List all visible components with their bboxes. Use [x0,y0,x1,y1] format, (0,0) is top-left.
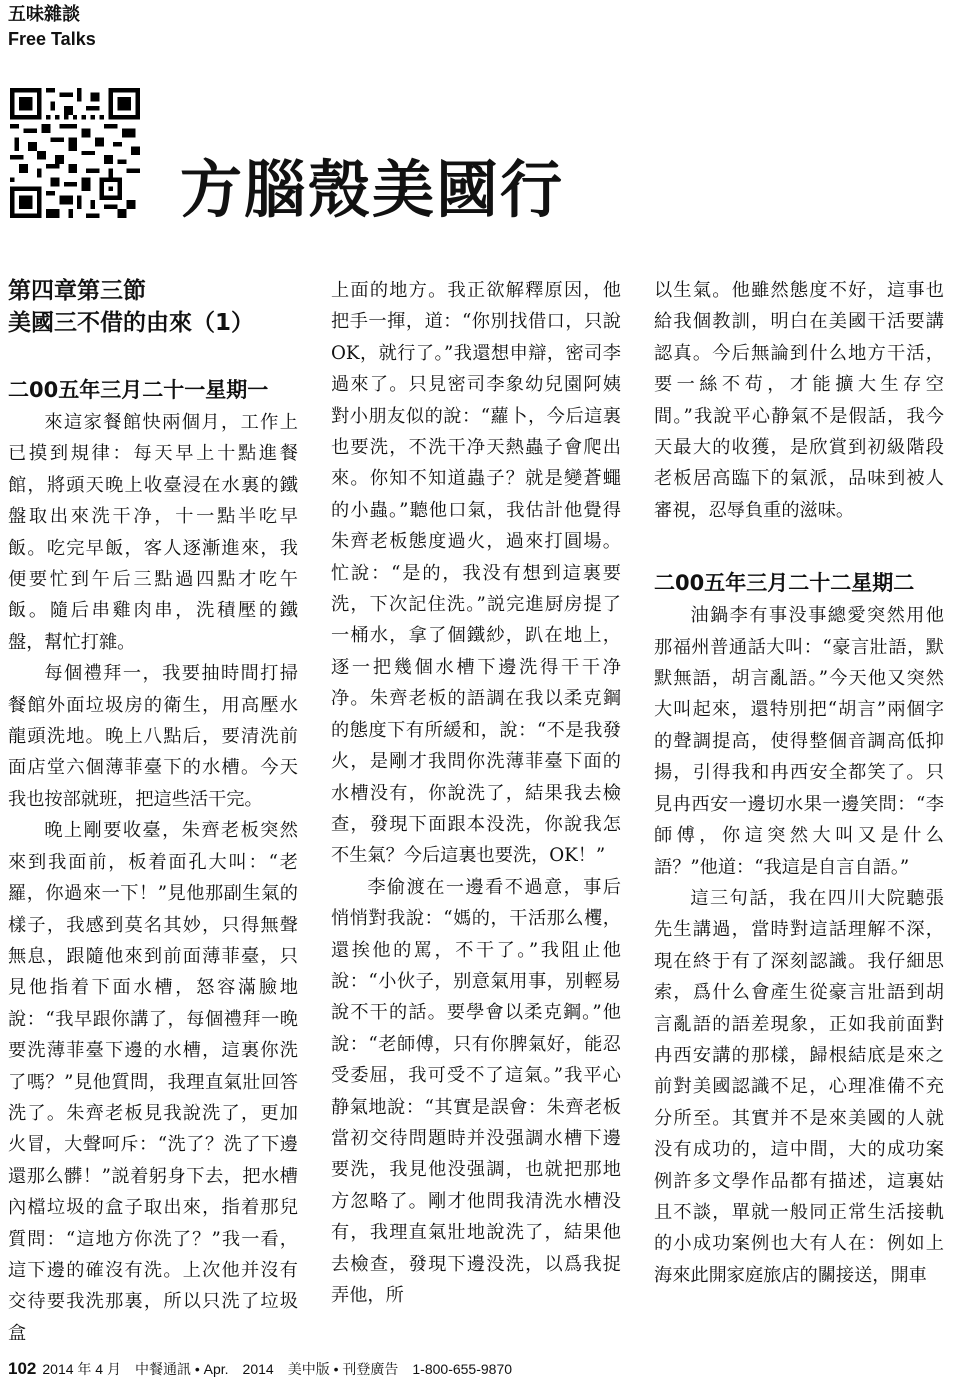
paragraph: 這三句話，我在四川大院聽張先生講過，當時對這話理解不深，現在終于有了深刻認識。我仔細思索，爲什么會產生從豪言壯語到胡言亂語的語差現象，正如我前面對冉西安講的那樣，歸根結底是來之前對美國認識不足，心理准備不充分所至。其實并不是來美國的人就没有成功的，這中間，大的成功案例許多文學作品都有描述，這裏姑且不談，單就一般同正常生活接軌的小成功案例也大有人在：例如上海來此開家庭旅店的關接送，開車 [654,887,944,1286]
text-column-3 [654,275,944,1291]
chapter-subheading: 美國三不借的由來（1） [8,310,255,336]
paragraph: 上面的地方。我正欲解釋原因，他把手一揮，道：“你別找借口，只說OK，就行了。”我還想申辯，密司李過來了。只見密司李象幼兒園阿姨對小朋友似的說：“蘿卜，今后這裏也要洗，不洗干净天熱蟲子會爬出來。你知不知道蟲子？就是變蒼蠅的小蟲。”聽他口氣，我估計他覺得朱齊老板態度過火，過來打圓場。忙說：“是的，我没有想到這裏要洗，下次記住洗。”説完進厨房提了一桶水，拿了個鐵紗，趴在地上，逐一把幾個水槽下邊洗得干干净净。朱齊老板的語調在我以柔克鋼的態度下有所緩和，說：“不是我發火，是剛才我問你洗薄菲臺下面的水槽没有，你說洗了，結果我去檢查，發現下面跟本没洗，你說我怎不生氣？今后這裏也要洗，OK！” [331,280,621,867]
paragraph: 以生氣。他雖然態度不好，這事也給我個教訓，明白在美國干活要講認真。今后無論到什么地方干活，要一絲不苟，才能擴大生存空間。”我說平心静氣不是假話，我今天最大的收獲，是欣賞到初級階段老板居高臨下的氣派，品味到被人審視，忍辱負重的滋味。 [654,280,944,521]
footer-text: 2014 年 4 月 中餐通訊 • Apr. 2014 美中版 • 刊登廣告 1-800-655-9870 [42,1361,513,1377]
article-title: 方腦殼美國行 [180,153,565,226]
chapter-heading: 第四章第三節 [8,278,146,304]
page-number: 102 [8,1359,37,1378]
paragraph: 晚上剛要收臺，朱齊老板突然來到我面前，板着面孔大叫：“老羅，你過來一下！”見他那副生氣的樣子，我感到莫名其妙，只得無聲無息，跟隨他來到前面薄菲臺，只見他指着下面水槽，怒容滿臉地說：“我早跟你講了，每個禮拜一晚要洗薄菲臺下邊的水槽，這裏你洗了嗎？”見他質問，我理直氣壯回答洗了。朱齊老板見我說洗了，更加火冒，大聲呵斥：“洗了？洗了下邊還那么髒！”説着躬身下去，把水槽內檔垃圾的盒子取出來，指着那兒質問：“這地方你洗了？”我一看，這下邊的確沒有洗。上次他并沒有交待要我洗那裏，所以只洗了垃圾盒 [8,820,298,1344]
section-label-en: Free Talks [8,29,96,49]
date-heading: 二00五年三月二十一星期一 [8,378,269,402]
paragraph: 來這家餐館快兩個月，工作上已摸到規律：每天早上十點進餐館，將頭天晚上收臺浸在水裏的鐵盤取出來洗干净，十一點半吃早飯。吃完早飯，客人逐漸進來，我便要忙到午后三點過四點才吃午飯。隨后串雞肉串，洗積壓的鐵盤，幫忙打雜。 [8,412,298,653]
qr-code-icon [10,88,140,218]
paragraph: 油鍋李有事没事總愛突然用他那福州普通話大叫：“豪言壯語，默默無語，胡言亂語。”今天他又突然大叫起來，還特別把“胡言”兩個字的聲調提高，使得整個音調高低抑揚，引得我和冉西安全都笑了。只見冉西安一邊切水果一邊笑問：“李師傅，你這突然大叫又是什么語？”他道：“我這是自言自語。” [654,605,944,878]
page-footer [8,1360,512,1378]
paragraph: 每個禮拜一，我要抽時間打掃餐館外面垃圾房的衛生，用高壓水龍頭洗地。晚上八點后，要清洗前面店堂六個薄菲臺下的水槽。今天我也按部就班，把這些活干完。 [8,663,298,810]
text-column-2 [331,275,621,1311]
date-heading: 二00五年三月二十二星期二 [654,571,915,596]
section-label: 五味雜談 [8,4,80,25]
text-column-1 [8,275,298,1349]
paragraph: 李偷渡在一邊看不過意，事后悄悄對我說：“媽的，干活那么欔，還挨他的罵，不干了。”我阻止他說：“小伙子，别意氣用事，别輕易說不干的話。要學會以柔克鋼。”他說：“老師傅，只有你脾氣好，能忍受委屈，我可受不了這氣。”我平心静氣地說：“其實是誤會：朱齊老板當初交待問題時并没强調水槽下邊要洗，我見他没强調，也就把那地方忽略了。剛才他問我清洗水槽没有，我理直氣壯地說洗了，結果他去檢查，發現下邊没洗，以爲我捉弄他，所 [331,876,621,1306]
